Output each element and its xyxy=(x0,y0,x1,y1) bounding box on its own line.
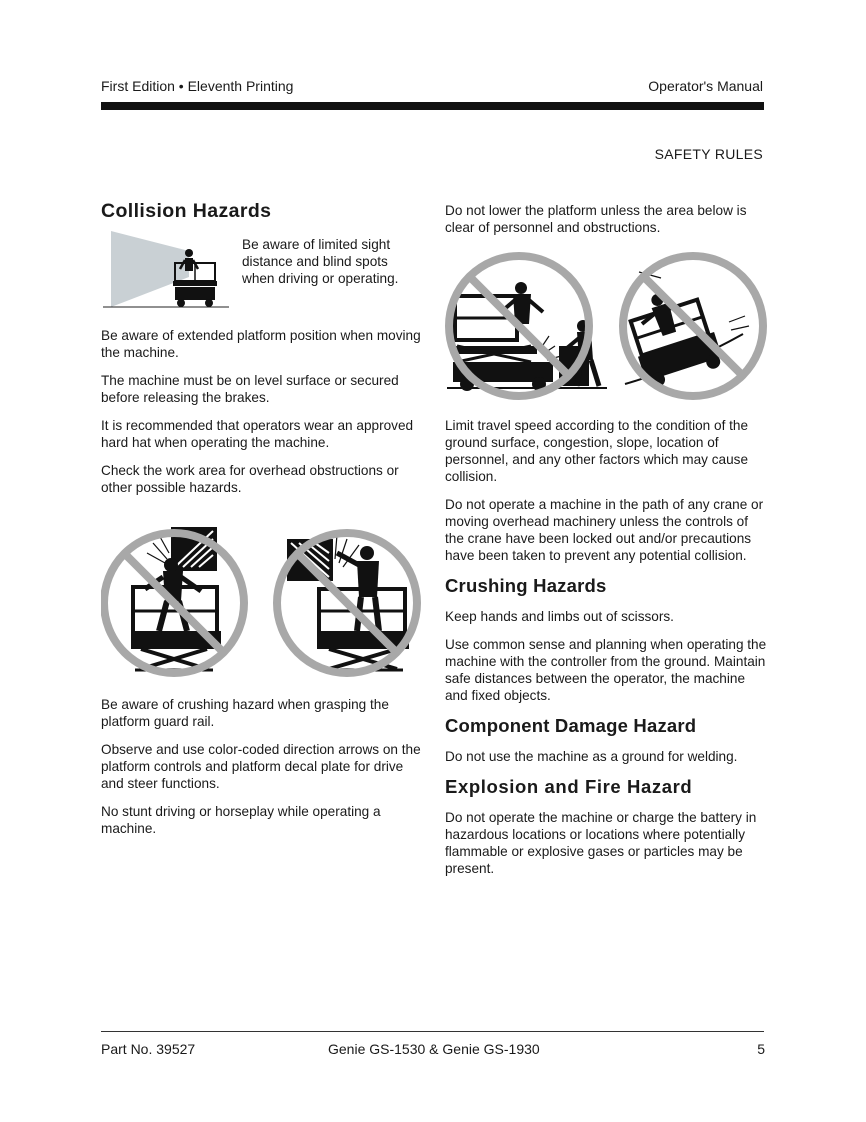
header-edition: First Edition • Eleventh Printing xyxy=(101,78,294,94)
footer-models: Genie GS-1530 & Genie GS-1930 xyxy=(328,1041,540,1057)
paragraph: Keep hands and limbs out of scissors. xyxy=(445,609,674,624)
paragraph: Do not operate the machine or charge the battery in hazardous locations or locations where potentially flammable or explosive gases or particles may be present. xyxy=(445,810,757,876)
collision-figures xyxy=(443,250,773,400)
intro-paragraph: Do not lower the platform unless the area below is clear of personnel and obstructions. xyxy=(445,203,747,235)
footer-rule xyxy=(101,1031,764,1032)
paragraph: Do not operate a machine in the path of any crane or moving overhead machinery unless the controls of the crane have been locked out and/or precautions have been taken to prevent any potential collision. xyxy=(445,497,764,563)
paragraph: It is recommended that operators wear an approved hard hat when operating the machine. xyxy=(101,418,414,450)
right-column xyxy=(445,202,767,877)
left-paragraphs-top xyxy=(101,327,423,496)
header-rule xyxy=(101,102,764,110)
overhead-crush-icon xyxy=(131,527,221,670)
section-label: SAFETY RULES xyxy=(654,146,763,162)
paragraph: Be aware of extended platform position when moving the machine. xyxy=(101,328,421,360)
limited-sight-figure xyxy=(101,229,241,309)
left-paragraphs-bottom xyxy=(101,696,423,837)
limited-sight-text: Be aware of limited sight distance and blind spots when driving or operating. xyxy=(242,237,399,286)
crushing-hazards-heading: Crushing Hazards xyxy=(445,575,607,596)
paragraph: No stunt driving or horseplay while operating a machine. xyxy=(101,804,381,836)
paragraph: Be aware of crushing hazard when grasping the platform guard rail. xyxy=(101,697,389,729)
paragraph: Use common sense and planning when operating the machine with the controller from the ground. Maintain safe distances between the operator, the machine and fixed objects. xyxy=(445,637,767,703)
paragraph: Check the work area for overhead obstructions or other possible hazards. xyxy=(101,463,399,495)
left-column xyxy=(101,200,423,860)
component-damage-heading: Component Damage Hazard xyxy=(445,715,697,736)
collision-hazards-heading: Collision Hazards xyxy=(101,200,272,222)
paragraph: The machine must be on level surface or secured before releasing the brakes. xyxy=(101,373,399,405)
paragraph: Do not use the machine as a ground for welding. xyxy=(445,749,738,764)
paragraph: Limit travel speed according to the condition of the ground surface, congestion, slope, location of personnel, and any other factors which may cause collision. xyxy=(445,418,749,484)
paragraph: Observe and use color-coded direction arrows on the platform controls and platform decal plate for drive and steer functions. xyxy=(101,742,421,791)
footer-part-number: Part No. 39527 xyxy=(101,1041,196,1057)
collision-paragraphs xyxy=(445,417,767,564)
page-number: 5 xyxy=(757,1041,765,1057)
crush-hazard-figures xyxy=(101,523,423,681)
header-manual-title: Operator's Manual xyxy=(648,78,763,94)
explosion-fire-heading: Explosion and Fire Hazard xyxy=(445,776,693,797)
